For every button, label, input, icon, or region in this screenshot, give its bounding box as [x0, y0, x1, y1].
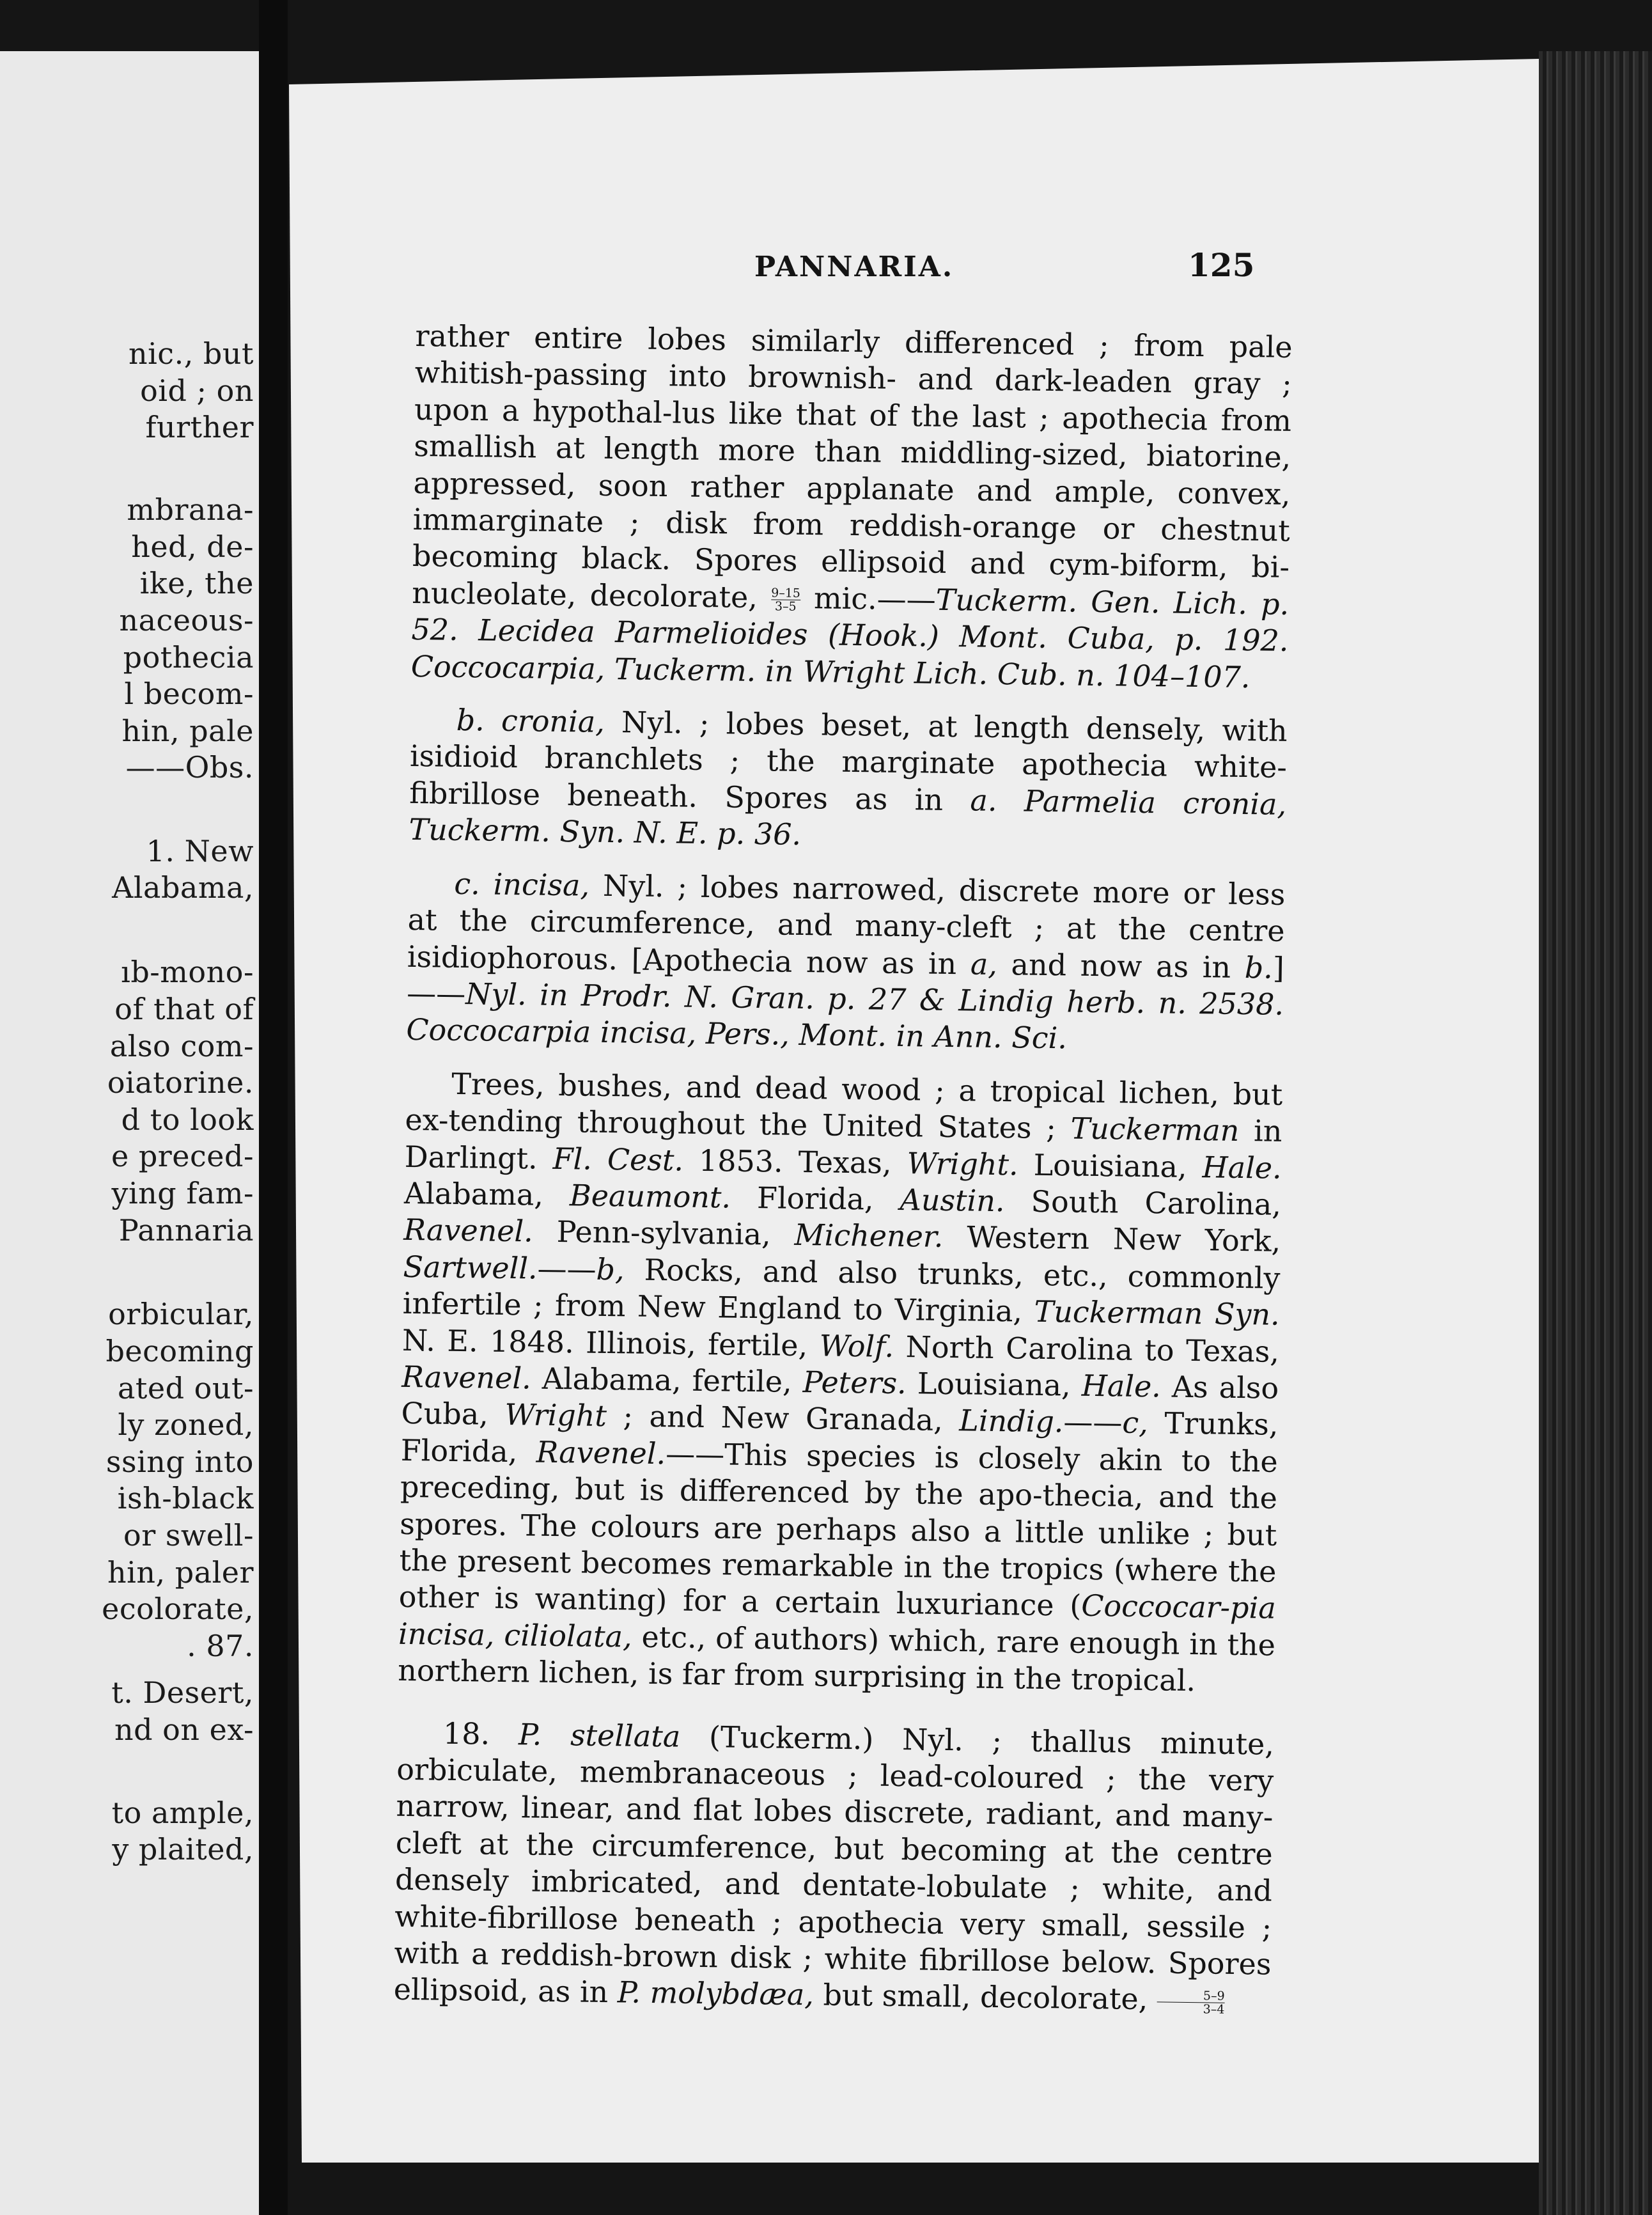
left-page-line: oiatorine.: [107, 1065, 254, 1100]
left-page-line: l becom-: [124, 677, 254, 711]
left-page-line: Pannaria: [118, 1213, 254, 1248]
left-page-line: becoming: [105, 1334, 254, 1368]
running-head: PANNARIA.: [754, 251, 955, 283]
left-page-line: d to look: [121, 1102, 254, 1137]
left-page-line: . 87.: [187, 1629, 254, 1663]
paragraph-4: Trees, bushes, and dead wood ; a tropical lichen, but ex-tending throughout the United States ; Tuckerman in Darlingt. Fl. Cest. 1853. Texas, Wright. Louisiana, Hale. Alabama, Beaumont. Florida, Austin. South Carolina, Ravenel. Penn-sylvania, Michener. Western New York, Sartwell.——b, Rocks, and also trunks, etc., commonly infertile ; from New England to Virginia, Tuckerman Syn. N. E. 1848. Illinois, fertile, Wolf. North Carolina to Texas, Ravenel. Alabama, fertile, Peters. Louisiana, Hale. As also Cuba, Wright ; and New Granada, Lindig.——c, Trunks, Florida, Ravenel.——This species is closely akin to the preceding, but is differenced by the apo-thecia, and the spores. The colours are perhaps also a little unlike ; but the present becomes remarkable in the tropics (where the other is wanting) for a certain luxuriance (Coccocar-pia incisa, ciliolata, etc., of authors) which, rare enough in the northern lichen, is far from surprising in the tropical.: [397, 1066, 1283, 1698]
left-page-line: also com-: [109, 1029, 254, 1063]
left-page-line: t. Desert,: [111, 1675, 254, 1710]
paragraph-1: rather entire lobes similarly differenced ; from pale whitish-passing into brownish- and dark-leaden gray ; upon a hypothal-lus like that of the last ; apothecia from smallish at length more than middling-sized, biatorine, appressed, soon rather applanate and ample, convex, immarginate ; disk from reddish-orange or chestnut becoming black. Spores ellipsoid and cym-biform, bi-nucleolate, decolorate, $\frac{9-15}{3-5}$ mic.——Tuckerm. Gen. Lich. p. 52. Lecidea Parmelioides (Hook.) Mont. Cuba, p. 192. Coccocarpia, Tuckerm. in Wright Lich. Cub. n. 104–107.: [410, 318, 1293, 694]
citation: Nyl. in Prodr. N. Gran. p. 27 & Lindig herb. n. 2538. Coccocarpia incisa, Pers., Mont. in Ann. Sci.: [406, 976, 1284, 1056]
left-page-line: ike, the: [139, 566, 254, 600]
left-page-line: of that of: [114, 992, 254, 1026]
left-page-line: mbrana-: [127, 492, 254, 527]
page-edges: [1539, 51, 1652, 2215]
left-page-line: hed, de-: [131, 529, 254, 564]
left-page-line: Alabama,: [112, 870, 254, 905]
left-page-line: further: [145, 410, 254, 444]
left-page-line: to ample,: [111, 1796, 254, 1830]
book-gutter: [259, 0, 288, 2215]
left-page-line: hin, pale: [121, 714, 254, 748]
citation: Parmelia cronia, Tuckerm. Syn. N. E. p. 36.: [409, 783, 1287, 852]
left-page-line: hin, paler: [107, 1555, 254, 1590]
fraction: $\frac{5-9}{3-4}$: [1157, 1989, 1225, 2015]
left-page-line: ying fam-: [111, 1176, 254, 1210]
left-page-line: ish-black: [117, 1481, 254, 1515]
left-page-line: pothecia: [123, 640, 254, 675]
left-page-line: 1. New: [146, 834, 254, 868]
left-page-line: or swell-: [123, 1518, 254, 1553]
left-page-line: ated out-: [117, 1371, 254, 1405]
left-page-line: oid ; on: [140, 373, 254, 408]
left-page-line: ıb-mono-: [121, 955, 254, 989]
left-facing-page: [0, 51, 259, 2215]
body-text: [393, 318, 1292, 2020]
fraction: $\frac{9-15}{3-5}$: [771, 586, 801, 614]
left-page-line: e preced-: [111, 1139, 254, 1173]
left-page-line: orbicular,: [108, 1297, 254, 1331]
left-page-line: nd on ex-: [114, 1712, 254, 1747]
left-page-line: y plaited,: [112, 1832, 254, 1867]
left-page-line: ly zoned,: [118, 1407, 254, 1442]
paragraph-2: b. cronia, Nyl. ; lobes beset, at length densely, with isidioid branchlets ; the marginate apothecia white-fibrillose beneath. Spores as in a. Parmelia cronia, Tuckerm. Syn. N. E. p. 36.: [409, 702, 1288, 852]
paragraph-5: 18. P. stellata (Tuckerm.) Nyl. ; thallus minute, orbiculate, membranaceous ; lead-coloured ; the very narrow, linear, and flat lobes discrete, radiant, and many-cleft at the circumference, but becoming at the centre densely imbricated, and dentate-lobulate ; white, and white-fibrillose beneath ; apothecia very small, sessile ; with a reddish-brown disk ; white fibrillose below. Spores ellipsoid, as in P. molybdæa, but small, decolorate, $\frac{5-9}{3-4}$: [393, 1716, 1275, 2017]
page-number: 125: [1188, 246, 1255, 284]
paragraph-3: c. incisa, Nyl. ; lobes narrowed, discrete more or less at the circumference, and many-cleft ; at the centre isidiophorous. [Apothecia now as in a, and now as in b.]——Nyl. in Prodr. N. Gran. p. 27 & Lindig herb. n. 2538. Coccocarpia incisa, Pers., Mont. in Ann. Sci.: [406, 866, 1286, 1056]
left-page-line: ecolorate,: [102, 1592, 254, 1626]
left-page-line: naceous-: [119, 603, 254, 638]
left-page-line: ssing into: [105, 1444, 254, 1479]
citation: Tuckerm. Gen. Lich. p. 52. Lecidea Parmelioides (Hook.) Mont. Cuba, p. 192. Coccocarpia, Tuckerm. in Wright Lich. Cub. n. 104–107.: [410, 582, 1290, 694]
left-page-line: ——Obs.: [125, 750, 254, 785]
left-page-line: nic., but: [128, 336, 254, 371]
